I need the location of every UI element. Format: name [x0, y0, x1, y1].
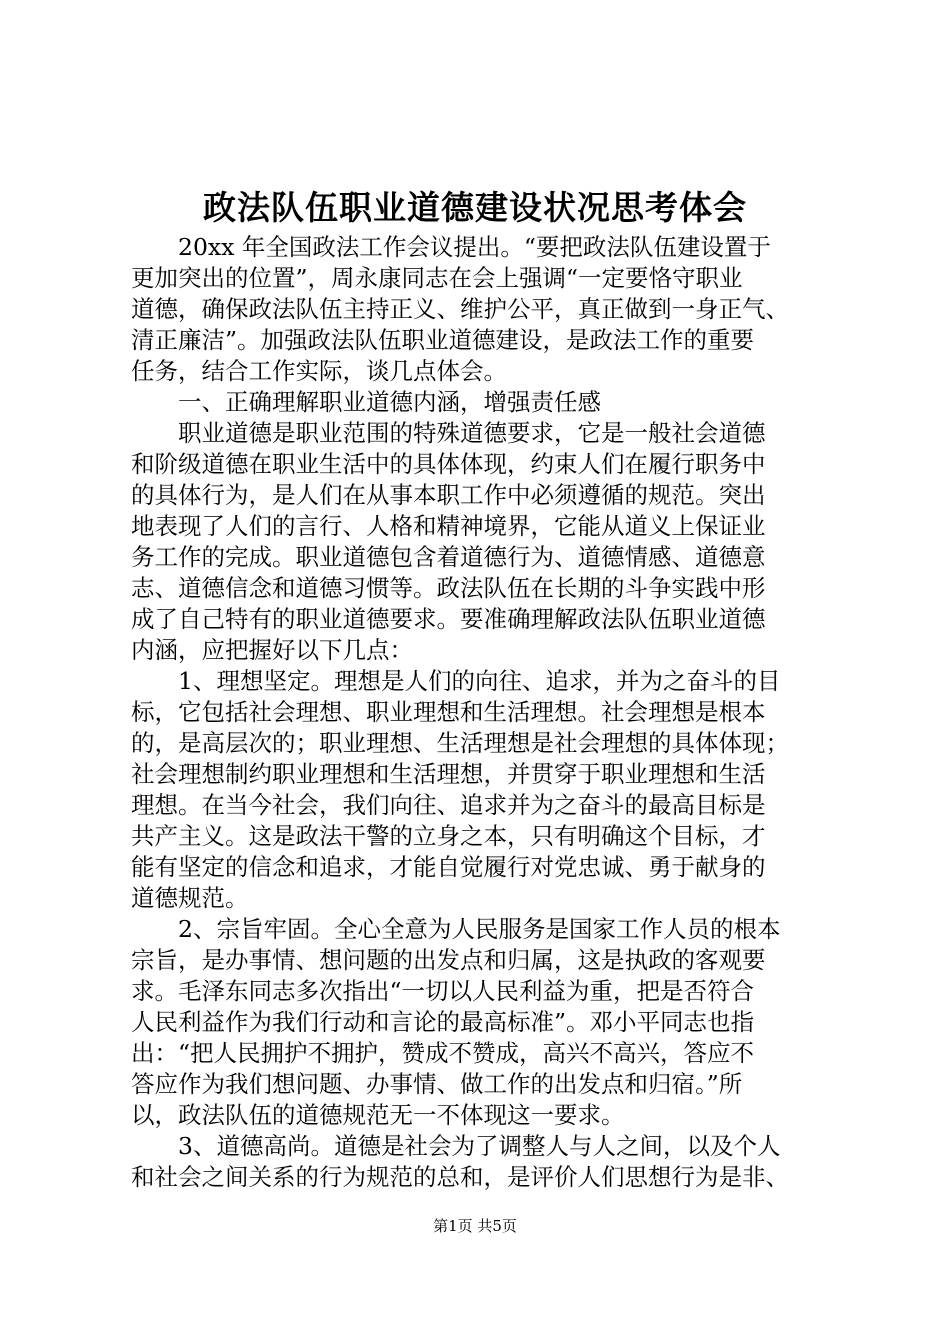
text-line: 求。毛泽东同志多次指出“一切以人民利益为重，把是否符合: [131, 977, 755, 1005]
text-line: 道德，确保政法队伍主持正义、维护公平，真正做到一身正气、: [131, 295, 789, 323]
text-line: 志、道德信念和道德习惯等。政法队伍在长期的斗争实践中形: [131, 574, 766, 602]
text-line: 答应作为我们想问题、办事情、做工作的出发点和归宿。”所: [131, 1070, 743, 1098]
text-line: 职业道德是职业范围的特殊道德要求，它是一般社会道德: [178, 419, 766, 447]
text-line: 共产主义。这是政法干警的立身之本，只有明确这个目标，才: [131, 822, 766, 850]
text-line: 清正廉洁”。加强政法队伍职业道德建设，是政法工作的重要: [131, 326, 755, 354]
document-body: [131, 232, 831, 1193]
text-line: 能有坚定的信念和追求，才能自觉履行对党忠诚、勇于献身的: [131, 853, 766, 881]
text-line: 宗旨，是办事情、想问题的出发点和归属，这是执政的客观要: [131, 946, 766, 974]
text-line: 3、道德高尚。道德是社会为了调整人与人之间，以及个人: [178, 1132, 781, 1160]
text-line: 任务，结合工作实际，谈几点体会。: [131, 357, 507, 385]
text-line: 道德规范。: [131, 884, 249, 912]
page-footer: [0, 1216, 950, 1236]
text-line: 1、理想坚定。理想是人们的向往、追求，并为之奋斗的目: [178, 667, 781, 695]
text-line: 成了自己特有的职业道德要求。要准确理解政法队伍职业道德: [131, 605, 766, 633]
text-line: 务工作的完成。职业道德包含着道德行为、道德情感、道德意: [131, 543, 766, 571]
text-line: 更加突出的位置”，周永康同志在会上强调“一定要恪守职业: [131, 264, 743, 292]
text-line: 社会理想制约职业理想和生活理想，并贯穿于职业理想和生活: [131, 760, 766, 788]
text-line: 的具体行为，是人们在从事本职工作中必须遵循的规范。突出: [131, 481, 766, 509]
text-line: 人民利益作为我们行动和言论的最高标准”。邓小平同志也指: [131, 1008, 755, 1036]
text-line: 和社会之间关系的行为规范的总和，是评价人们思想行为是非、: [131, 1163, 789, 1191]
text-line: 20xx 年全国政法工作会议提出。“要把政法队伍建设置于: [178, 233, 771, 261]
document-title: 政法队伍职业道德建设状况思考体会: [203, 188, 747, 227]
page-indicator: 第1页 共5页: [433, 1217, 517, 1235]
text-line: 的，是高层次的；职业理想、生活理想是社会理想的具体体现；: [131, 729, 789, 757]
text-line: 标，它包括社会理想、职业理想和生活理想。社会理想是根本: [131, 698, 766, 726]
text-line: 出：“把人民拥护不拥护，赞成不赞成，高兴不高兴，答应不: [131, 1039, 755, 1067]
text-line: 以，政法队伍的道德规范无一不体现这一要求。: [131, 1101, 625, 1129]
text-line: 地表现了人们的言行、人格和精神境界，它能从道义上保证业: [131, 512, 766, 540]
text-line: 理想。在当今社会，我们向往、追求并为之奋斗的最高目标是: [131, 791, 766, 819]
text-line: 和阶级道德在职业生活中的具体体现，约束人们在履行职务中: [131, 450, 766, 478]
text-line: 内涵，应把握好以下几点：: [131, 636, 413, 664]
section-heading: 一、正确理解职业道德内涵，增强责任感: [178, 388, 601, 416]
text-line: 2、宗旨牢固。全心全意为人民服务是国家工作人员的根本: [178, 915, 781, 943]
